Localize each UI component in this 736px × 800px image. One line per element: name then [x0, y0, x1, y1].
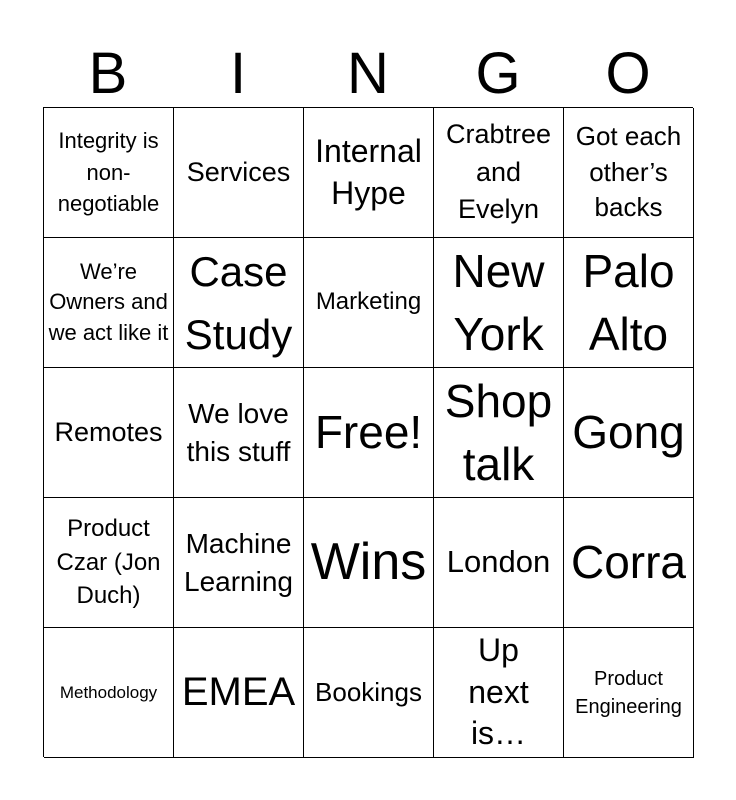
cell-text: Services — [186, 157, 291, 188]
bingo-cell[interactable] — [434, 108, 564, 238]
bingo-cell[interactable] — [304, 238, 434, 368]
bingo-cell[interactable] — [434, 238, 564, 368]
bingo-grid — [43, 107, 693, 757]
bingo-cell[interactable] — [564, 108, 694, 238]
bingo-cell[interactable] — [44, 238, 174, 368]
cell-text: Free! — [314, 406, 423, 459]
header-letter-i: I — [229, 41, 247, 106]
cell-text: Case Study — [184, 247, 293, 358]
cell-text: Integrity is non-negotiable — [57, 127, 160, 217]
cell-text: Corra — [570, 536, 687, 589]
cell-text: Wins — [310, 533, 427, 592]
cell-text: Gong — [572, 406, 685, 459]
cell-text: Marketing — [315, 288, 422, 316]
cell-text: New York — [452, 245, 545, 360]
bingo-cell[interactable] — [564, 238, 694, 368]
bingo-cell[interactable] — [174, 108, 304, 238]
cell-text: Shop talk — [444, 375, 553, 490]
bingo-cell[interactable] — [304, 368, 434, 498]
bingo-cell[interactable] — [174, 368, 304, 498]
bingo-cell[interactable] — [304, 108, 434, 238]
bingo-cell[interactable] — [44, 498, 174, 628]
header-letter-g: G — [475, 41, 521, 106]
cell-text: Palo Alto — [582, 245, 675, 360]
bingo-cell[interactable] — [174, 238, 304, 368]
cell-text: Remotes — [54, 417, 163, 448]
header-letter-n: N — [347, 41, 389, 106]
cell-text: Machine Learning — [184, 527, 293, 597]
bingo-cell[interactable] — [174, 498, 304, 628]
bingo-cell[interactable] — [564, 498, 694, 628]
cell-text: Bookings — [315, 676, 422, 707]
bingo-header — [43, 40, 693, 108]
cell-text: Got each other’s backs — [575, 120, 682, 223]
bingo-cell[interactable] — [564, 628, 694, 758]
bingo-cell[interactable] — [434, 368, 564, 498]
bingo-cell[interactable] — [304, 628, 434, 758]
bingo-cell[interactable] — [434, 628, 564, 758]
bingo-cell[interactable] — [174, 628, 304, 758]
header-letter-b: B — [88, 41, 128, 106]
cell-text: London — [446, 544, 551, 580]
cell-text: We love this stuff — [186, 397, 291, 467]
bingo-cell[interactable] — [434, 498, 564, 628]
cell-text: Methodology — [59, 682, 158, 702]
cell-text: EMEA — [181, 670, 296, 715]
bingo-cell[interactable] — [44, 368, 174, 498]
cell-text: Up next is… — [468, 632, 529, 752]
cell-text: Product Engineering — [575, 667, 682, 718]
bingo-cell[interactable] — [44, 108, 174, 238]
header-letter-o: O — [605, 41, 651, 106]
cell-text: We’re Owners and we act like it — [48, 258, 169, 345]
bingo-cell[interactable] — [44, 628, 174, 758]
cell-text: Crabtree and Evelyn — [445, 118, 552, 225]
cell-text: Internal Hype — [315, 132, 422, 211]
bingo-cell[interactable] — [304, 498, 434, 628]
bingo-cell[interactable] — [564, 368, 694, 498]
cell-text: Product Czar (Jon Duch) — [56, 515, 161, 610]
